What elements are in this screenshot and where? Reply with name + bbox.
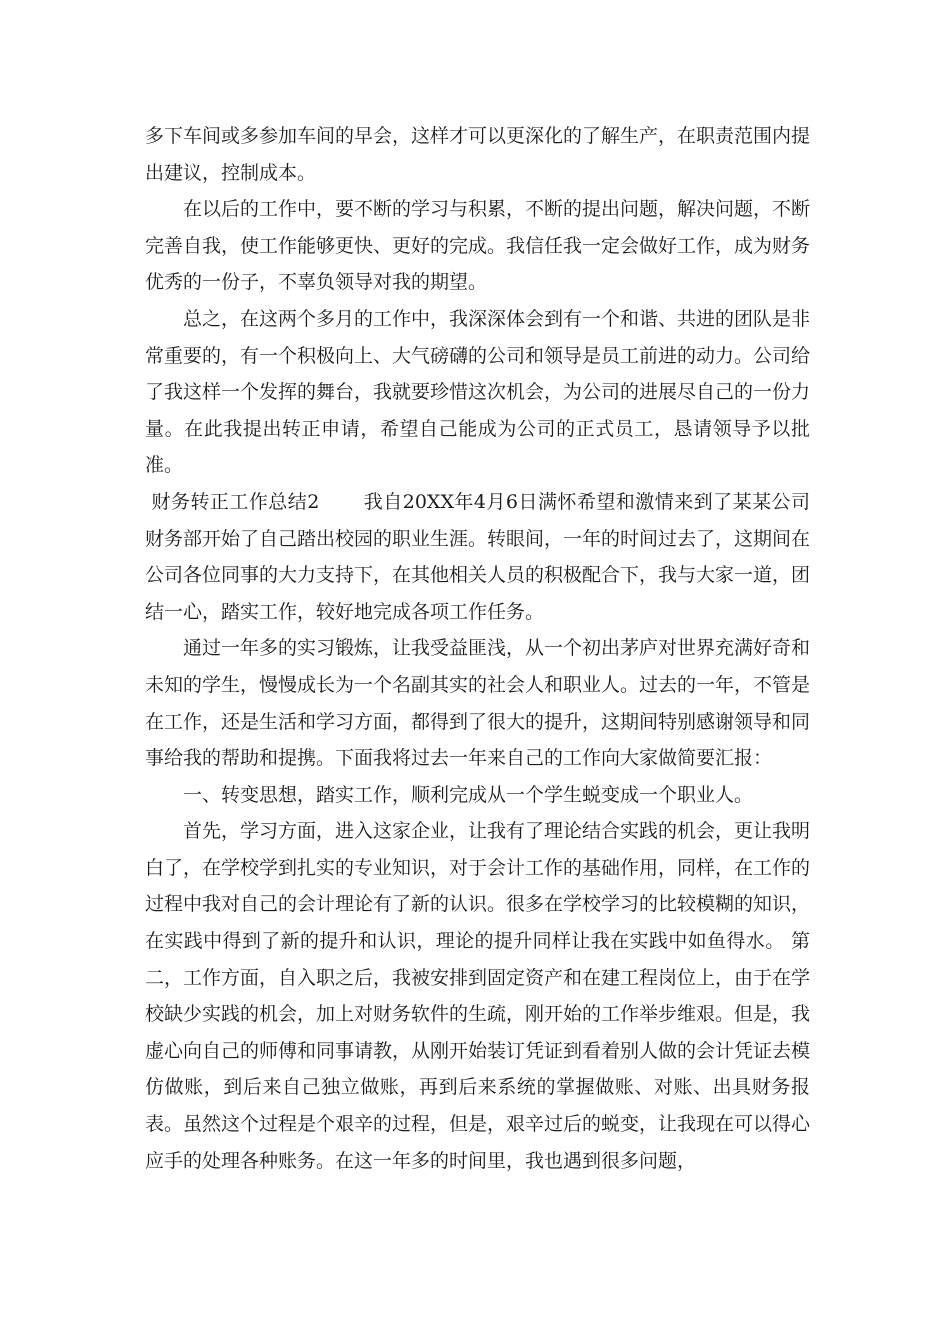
paragraph-growth: 通过一年多的实习锻炼，让我受益匪浅，从一个初出茅庐对世界充满好奇和未知的学生，慢慢成长为一个名副其实的社会人和职业人。过去的一年，不管是在工作，还是生活和学习方面，都得到了很大的提升，这期间特别感谢领导和同事给我的帮助和提携。下面我将过去一年来自己的工作向大家做简要汇报： xyxy=(145,637,811,770)
section-2-start xyxy=(145,484,810,630)
paragraph-continuation: 多下车间或多参加车间的早会，这样才可以更深化的了解生产，在职责范围内提出建议，控制成本。 xyxy=(145,125,811,184)
paragraph-point-one: 一、转变思想，踏实工作，顺利完成从一个学生蜕变成一个职业人。 xyxy=(183,783,754,806)
document-body xyxy=(145,118,810,1179)
section-title: 财务转正工作总结2 xyxy=(151,490,320,513)
paragraph-future-work: 在以后的工作中，要不断的学习与积累，不断的提出问题，解决问题，不断完善自我，使工作能够更快、更好的完成。我信任我一定会做好工作，成为财务优秀的一份子，不辜负领导对我的期望。 xyxy=(145,198,811,294)
section-intro: 我自20XX年4月6日满怀希望和激情来到了某某公司财务部开始了自己踏出校园的职业生涯。转眼间，一年的时间过去了，这期间在公司各位同事的大力支持下，在其他相关人员的积极配合下，我与大家一道，团结一心，踏实工作，较好地完成各项工作任务。 xyxy=(145,490,811,623)
paragraph-study-work: 首先，学习方面，进入这家企业，让我有了理论结合实践的机会，更让我明白了，在学校学到扎实的专业知识，对于会计工作的基础作用，同样，在工作的过程中我对自己的会计理论有了新的认识。很多在学校学习的比较模糊的知识，在实践中得到了新的提升和认识，理论的提升同样让我在实践中如鱼得水。 第二，工作方面，自入职之后，我被安排到固定资产和在建工程岗位上，由于在学校缺少实践的机会，加上对财务软件的生疏，刚开始的工作举步维艰。但是，我虚心向自己的师傅和同事请教，从刚开始装订凭证到看着别人做的会计凭证去模仿做账，到后来自己独立做账，再到后来系统的掌握做账、对账、出具财务报表。虽然这个过程是个艰辛的过程，但是，艰辛过后的蜕变，让我现在可以得心应手的处理各种账务。在这一年多的时间里，我也遇到很多问题， xyxy=(145,820,811,1172)
paragraph-conclusion: 总之，在这两个多月的工作中，我深深体会到有一个和谐、共进的团队是非常重要的，有一个积极向上、大气磅礴的公司和领导是员工前进的动力。公司给了我这样一个发挥的舞台，我就要珍惜这次机会，为公司的进展尽自己的一份力量。在此我提出转正申请，希望自己能成为公司的正式员工，恳请领导予以批准。 xyxy=(145,307,811,477)
